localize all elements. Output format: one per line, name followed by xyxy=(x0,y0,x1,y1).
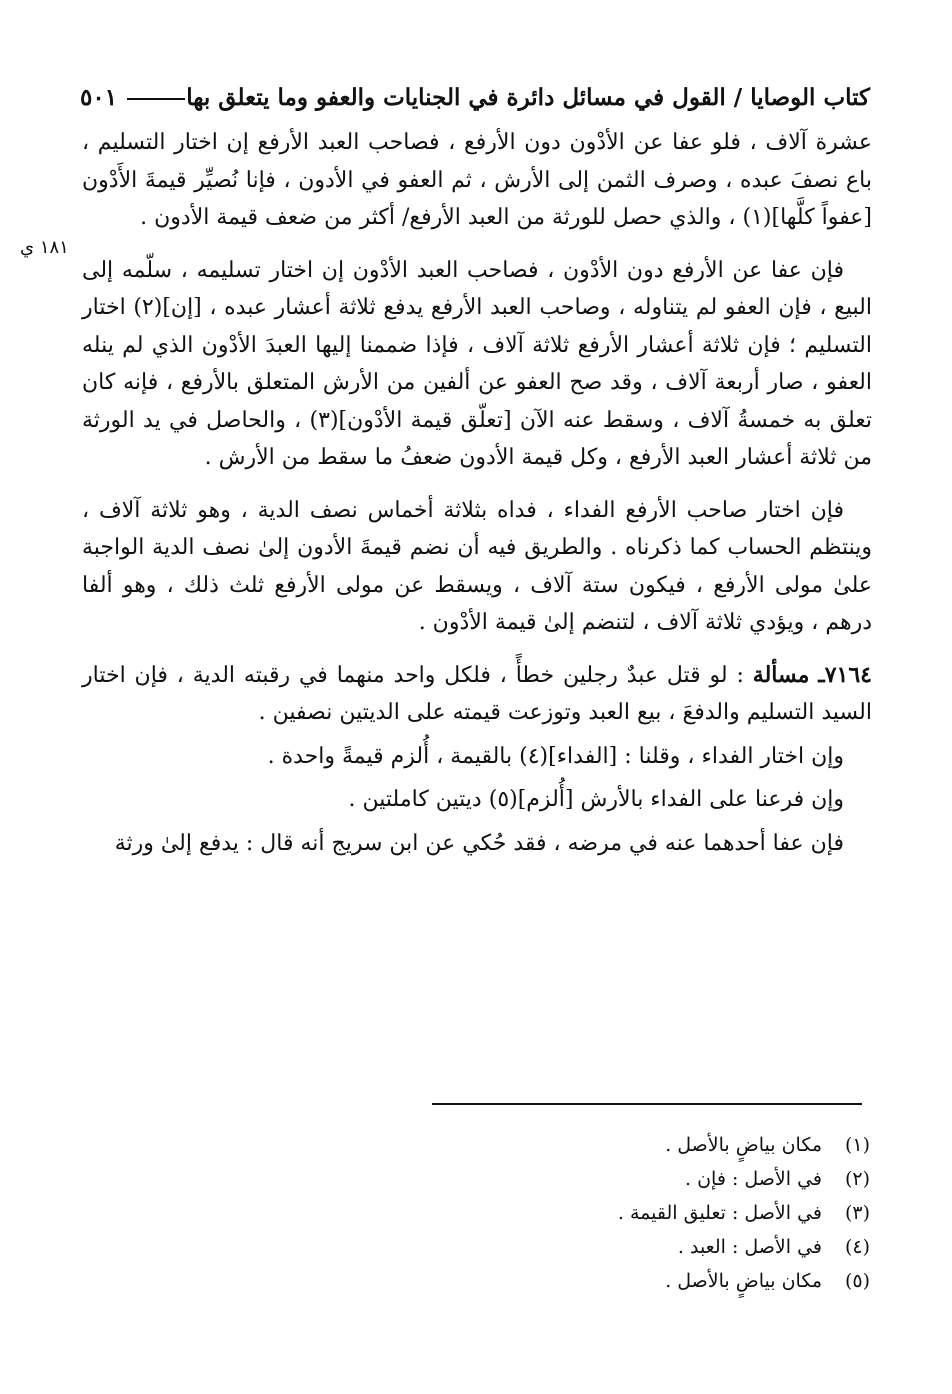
footnote-item xyxy=(420,1230,870,1264)
masala-number: ٧١٦٤ـ xyxy=(818,661,872,688)
paragraph-2: فإن عفا عن الأرفع دون الأدْون ، فصاحب العبد الأدْون إن اختار تسليمه ، سلّمه إلى البيع ، فإن العفو لم يتناوله ، وصاحب العبد الأرفع يدفع ثلاثة أعشار عبده ، [إن](٢) اختار التسليم ؛ فإن ثلاثة أعشار الأرفع ثلاثة آلاف ، فإذا ضممنا إليها العبدَ الأدْون الذي لم ينله العفو ، صار أربعة آلاف ، وقد صح العفو عن ألفين من الأرش المتعلق بالأرفع ، فإنه كان تعلق به خمسةُ آلاف ، وسقط عنه الآن [تعلّق قيمة الأدْون](٣) ، والحاصل في يد الورثة من ثلاثة أعشار العبد الأرفع ، وكل قيمة الأدون ضعفُ ما سقط من الأرش . xyxy=(82,257,872,470)
header-dash xyxy=(127,98,185,100)
line-afw: فإن عفا أحدهما عنه في مرضه ، فقد حُكي عن ابن سريج أنه قال : يدفع إلىٰ ورثة xyxy=(114,830,844,856)
footnote-item xyxy=(420,1264,870,1298)
footnote-item xyxy=(420,1196,870,1230)
footnote-item xyxy=(420,1128,870,1162)
footnote-divider xyxy=(432,1103,862,1105)
footnote-number: (٣) xyxy=(844,1202,870,1224)
header-title: كتاب الوصايا / القول في مسائل دائرة في الجنايات والعفو وما يتعلق بها xyxy=(186,83,870,111)
footnote-number: (١) xyxy=(844,1134,870,1156)
footnote-text: مكان بياضٍ بالأصل . xyxy=(665,1270,822,1292)
paragraph-3: فإن اختار صاحب الأرفع الفداء ، فداه بثلاثة أخماس نصف الدية ، وهو ثلاثة آلاف ، وينتظم الحساب كما ذكرناه . والطريق فيه أن نضم قيمةَ الأدون إلىٰ نصف الدية الواجبة علىٰ مولى الأرفع ، فيكون ستة آلاف ، ويسقط عن مولى الأرفع ثلث ذلك ، وهو ألفا درهم ، ويؤدي ثلاثة آلاف ، لتنضم إلىٰ قيمة الأدْون . xyxy=(82,497,872,635)
footnote-text: في الأصل : تعليق القيمة . xyxy=(617,1202,822,1224)
main-text xyxy=(82,124,872,877)
header-page-group xyxy=(80,84,185,111)
margin-manuscript-folio: ١٨١ ي xyxy=(20,237,69,258)
footnote-text: في الأصل : فإن . xyxy=(685,1168,822,1190)
footnote-number: (٤) xyxy=(844,1236,870,1258)
masala-paragraph xyxy=(82,657,872,732)
footnotes xyxy=(420,1128,870,1298)
running-header xyxy=(80,78,870,116)
footnote-text: مكان بياضٍ بالأصل . xyxy=(665,1134,822,1156)
footnote-text: في الأصل : العبد . xyxy=(677,1236,822,1258)
footnote-number: (٢) xyxy=(844,1168,870,1190)
line-arsh: وإن فرعنا على الفداء بالأرش [أُلزم](٥) ديتين كاملتين . xyxy=(348,787,844,812)
page-number: ٥٠١ xyxy=(80,83,118,111)
footnote-item xyxy=(420,1162,870,1196)
line-fidaa: وإن اختار الفداء ، وقلنا : [الفداء](٤) بالقيمة ، أُلزم قيمةً واحدة . xyxy=(267,743,844,769)
footnote-number: (٥) xyxy=(844,1270,870,1292)
masala-text: : لو قتل عبدٌ رجلين خطأً ، فلكل واحد منهما في رقبته الدية ، فإن اختار السيد التسليم والدفعَ ، بيع العبد وتوزعت قيمته على الديتين نصفين . xyxy=(82,662,872,725)
masala-label: مسألة xyxy=(752,661,810,688)
paragraph-1: عشرة آلاف ، فلو عفا عن الأدْون دون الأرفع ، فصاحب العبد الأرفع إن اختار التسليم ، باع نصفَ عبده ، وصرف الثمن إلى الأرش ، ثم العفو في الأدون ، فإنا نُصيِّر قيمةَ الأَدْون [عفواً كلَّها](١) ، والذي حصل للورثة من العبد الأرفع/ أكثر من ضعف قيمة الأدون . xyxy=(82,130,872,230)
